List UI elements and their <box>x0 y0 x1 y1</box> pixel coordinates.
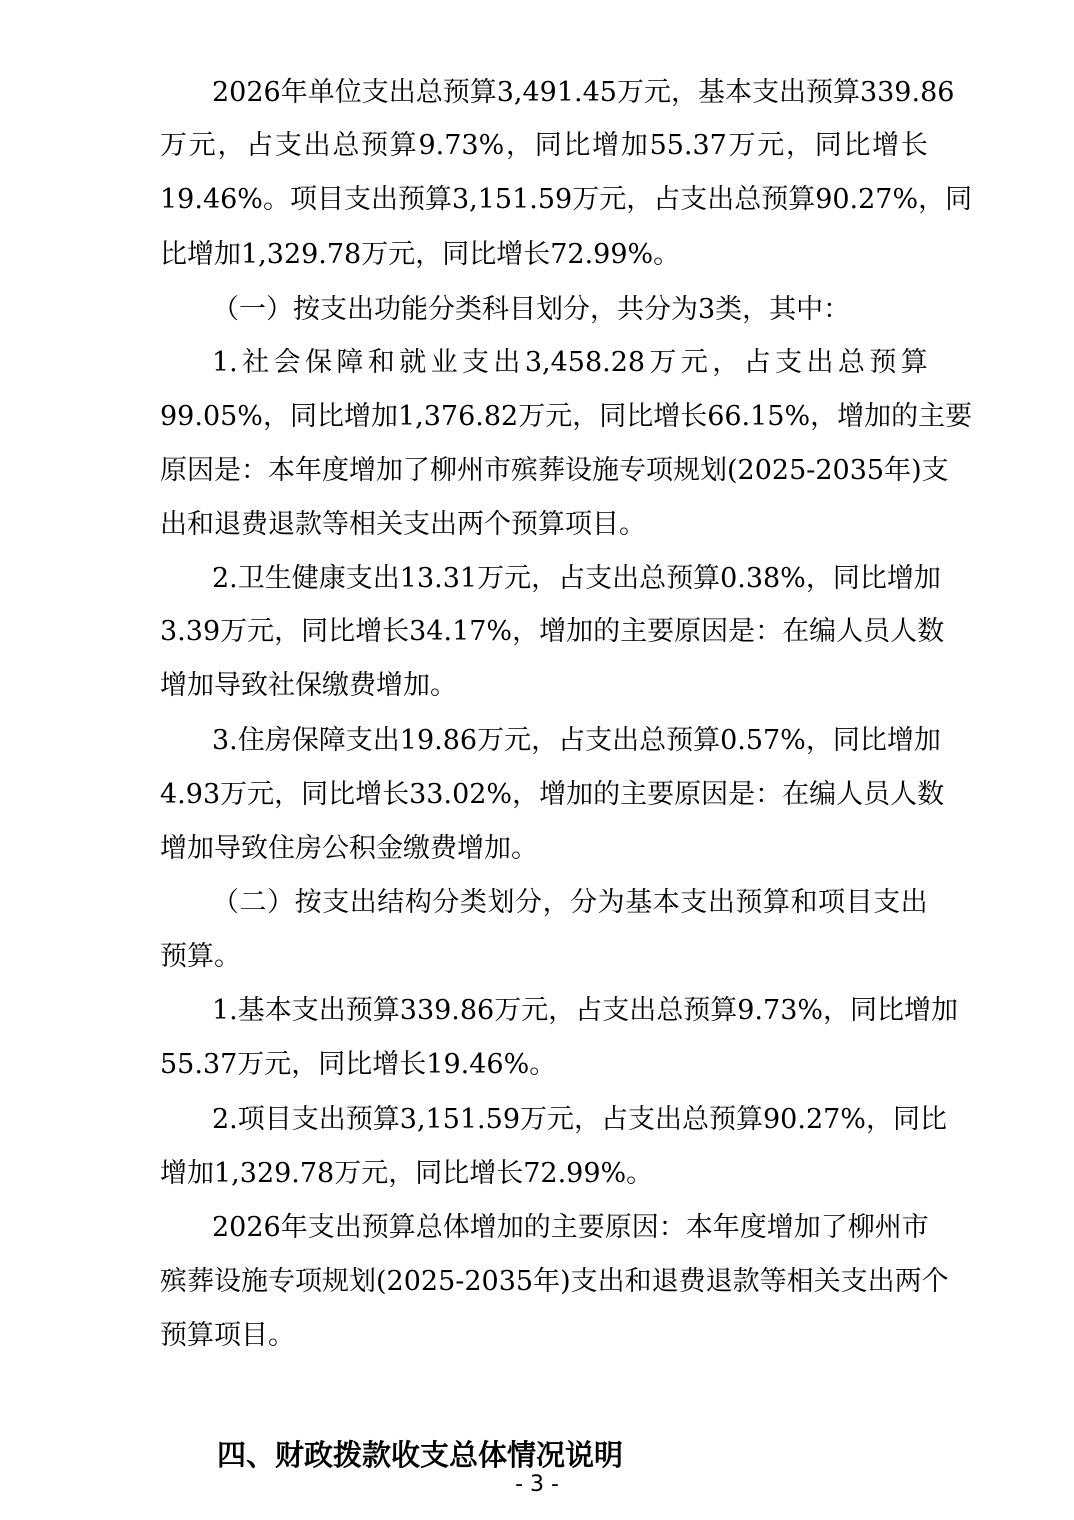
paragraph-line: 3. 住 房 保 障 支 出 19.86 万 元 ， 占 支 出 总 预 算 0.57% ， 同 比 增 加 <box>212 725 941 756</box>
paragraph-line: 2. 卫 生 健 康 支 出 13.31 万 元 ， 占 支 出 总 预 算 0.38% ， 同 比 增 加 <box>212 563 941 594</box>
paragraph-line: 增加导致社保缴费增加。 <box>160 670 457 701</box>
paragraph-line: 1. 基 本 支 出 预 算 339.86 万 元 ， 占 支 出 总 预 算 9.73% ， 同 比 增 加 <box>212 995 959 1026</box>
paragraph-line: 3.39 万 元 ， 同 比 增 长 34.17% ， 增 加 的 主 要 原 因 是 ： 在 编 人 员 人 数 <box>160 616 945 647</box>
paragraph-line: 1. 社 会 保 障 和 就 业 支 出 3,458.28 万 元 ， 占 支 出 总 预 算 <box>212 347 928 378</box>
paragraph-line: 2026 年 单 位 支 出 总 预 算 3,491.45 万 元 ， 基 本 支 出 预 算 339.86 <box>212 77 955 108</box>
paragraph-line: 99.05% ， 同 比 增 加 1,376.82 万 元 ， 同 比 增 长 66.15% ， 增 加 的 主 要 <box>160 401 973 432</box>
paragraph-line: 2026 年 支 出 预 算 总 体 增 加 的 主 要 原 因 ： 本 年 度 增 加 了 柳 州 市 <box>212 1212 929 1243</box>
paragraph-line: 2. 项 目 支 出 预 算 3,151.59 万 元 ， 占 支 出 总 预 算 90.27% ， 同 比 <box>212 1104 947 1135</box>
section-heading: 四、财政拨款收支总体情况说明 <box>217 1438 624 1472</box>
paragraph-line: 殡 葬 设 施 专 项 规 划 (2025-2035 年 ) 支 出 和 退 费 退 款 等 相 关 支 出 两 个 <box>160 1266 949 1297</box>
paragraph-line: 预算。 <box>160 941 241 972</box>
paragraph-line: 原 因 是 ： 本 年 度 增 加 了 柳 州 市 殡 葬 设 施 专 项 规 划 (2025-2035 年 ) 支 <box>160 455 949 486</box>
paragraph-line: 增加导致住房公积金缴费增加。 <box>160 833 538 864</box>
paragraph-line: 19.46% 。 项 目 支 出 预 算 3,151.59 万 元 ， 占 支 出 总 预 算 90.27% ， 同 <box>160 184 973 215</box>
paragraph-line: 55.37万元，同比增长19.46%。 <box>160 1049 557 1080</box>
paragraph-line: 出和退费退款等相关支出两个预算项目。 <box>160 509 646 540</box>
paragraph-line: 万 元 ， 占 支 出 总 预 算 9.73% ， 同 比 增 加 55.37 万 元 ， 同 比 增 长 <box>160 130 928 161</box>
paragraph-line: 预算项目。 <box>160 1320 295 1351</box>
page-number: - 3 - <box>515 1472 559 1497</box>
paragraph-line: 4.93 万 元 ， 同 比 增 长 33.02% ， 增 加 的 主 要 原 因 是 ： 在 编 人 员 人 数 <box>160 779 945 810</box>
paragraph-line: 增加1,329.78万元，同比增长72.99%。 <box>160 1158 654 1189</box>
paragraph-line: 比增加1,329.78万元，同比增长72.99%。 <box>160 239 681 270</box>
paragraph-line: （ 二 ） 按 支 出 结 构 分 类 划 分 ， 分 为 基 本 支 出 预 算 和 项 目 支 出 <box>212 887 928 918</box>
paragraph-line: （一）按支出功能分类科目划分，共分为3类，其中： <box>212 294 851 325</box>
